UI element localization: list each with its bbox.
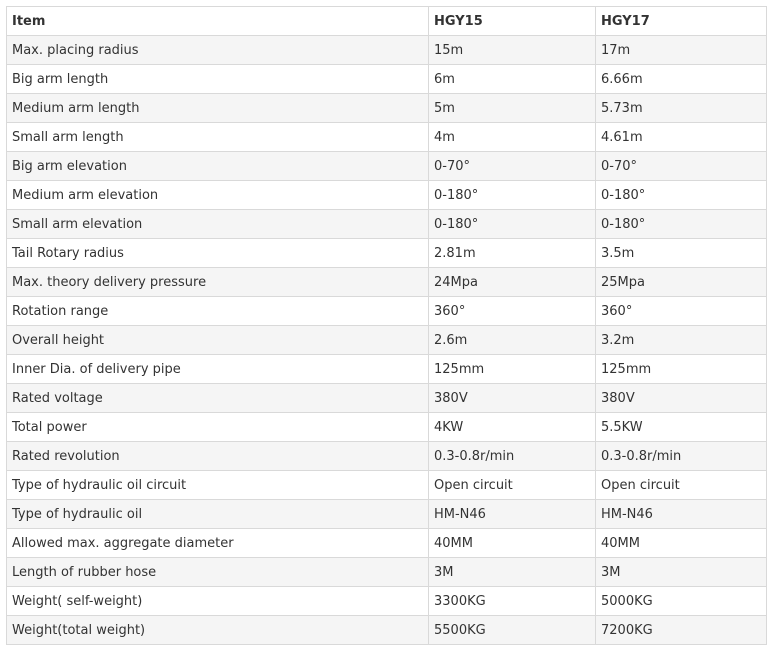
hgy15-cell: 15m <box>429 36 596 65</box>
item-cell: Small arm elevation <box>7 210 429 239</box>
item-cell: Weight(total weight) <box>7 616 429 645</box>
hgy17-cell: 6.66m <box>596 65 767 94</box>
spec-table <box>6 6 767 645</box>
hgy15-cell: 3M <box>429 558 596 587</box>
hgy17-cell: 3.2m <box>596 326 767 355</box>
hgy15-cell: 4KW <box>429 413 596 442</box>
item-cell: Type of hydraulic oil circuit <box>7 471 429 500</box>
item-cell: Small arm length <box>7 123 429 152</box>
table-row <box>7 529 767 558</box>
item-cell: Medium arm length <box>7 94 429 123</box>
hgy15-cell: 0-180° <box>429 210 596 239</box>
item-cell: Big arm length <box>7 65 429 94</box>
hgy15-cell: 6m <box>429 65 596 94</box>
hgy17-cell: 4.61m <box>596 123 767 152</box>
table-row <box>7 239 767 268</box>
item-cell: Medium arm elevation <box>7 181 429 210</box>
table-header <box>7 7 767 36</box>
hgy17-cell: 0.3-0.8r/min <box>596 442 767 471</box>
item-cell: Max. theory delivery pressure <box>7 268 429 297</box>
table-row <box>7 36 767 65</box>
hgy17-cell: 3M <box>596 558 767 587</box>
header-item: Item <box>7 7 429 36</box>
item-cell: Big arm elevation <box>7 152 429 181</box>
item-cell: Rotation range <box>7 297 429 326</box>
hgy17-cell: 0-70° <box>596 152 767 181</box>
item-cell: Total power <box>7 413 429 442</box>
hgy15-cell: 380V <box>429 384 596 413</box>
hgy15-cell: 4m <box>429 123 596 152</box>
hgy17-cell: Open circuit <box>596 471 767 500</box>
hgy15-cell: 0-180° <box>429 181 596 210</box>
hgy15-cell: 40MM <box>429 529 596 558</box>
hgy15-cell: 125mm <box>429 355 596 384</box>
table-row <box>7 210 767 239</box>
hgy15-cell: 24Mpa <box>429 268 596 297</box>
hgy17-cell: 7200KG <box>596 616 767 645</box>
header-hgy17: HGY17 <box>596 7 767 36</box>
table-row <box>7 471 767 500</box>
table-row <box>7 268 767 297</box>
table-row <box>7 152 767 181</box>
hgy15-cell: Open circuit <box>429 471 596 500</box>
table-row <box>7 181 767 210</box>
hgy17-cell: 380V <box>596 384 767 413</box>
item-cell: Weight( self-weight) <box>7 587 429 616</box>
hgy17-cell: 17m <box>596 36 767 65</box>
hgy15-cell: 3300KG <box>429 587 596 616</box>
item-cell: Allowed max. aggregate diameter <box>7 529 429 558</box>
table-row <box>7 413 767 442</box>
table-row <box>7 326 767 355</box>
item-cell: Overall height <box>7 326 429 355</box>
hgy15-cell: 2.81m <box>429 239 596 268</box>
table-row <box>7 297 767 326</box>
hgy17-cell: HM-N46 <box>596 500 767 529</box>
table-row <box>7 442 767 471</box>
hgy17-cell: 0-180° <box>596 210 767 239</box>
table-row <box>7 384 767 413</box>
hgy17-cell: 40MM <box>596 529 767 558</box>
item-cell: Rated revolution <box>7 442 429 471</box>
item-cell: Tail Rotary radius <box>7 239 429 268</box>
header-row <box>7 7 767 36</box>
hgy15-cell: 2.6m <box>429 326 596 355</box>
table-row <box>7 500 767 529</box>
table-body <box>7 36 767 645</box>
item-cell: Rated voltage <box>7 384 429 413</box>
item-cell: Max. placing radius <box>7 36 429 65</box>
table-row <box>7 558 767 587</box>
header-hgy15: HGY15 <box>429 7 596 36</box>
hgy15-cell: 0.3-0.8r/min <box>429 442 596 471</box>
table-row <box>7 355 767 384</box>
hgy17-cell: 125mm <box>596 355 767 384</box>
table-row <box>7 123 767 152</box>
hgy15-cell: HM-N46 <box>429 500 596 529</box>
item-cell: Length of rubber hose <box>7 558 429 587</box>
hgy15-cell: 5m <box>429 94 596 123</box>
hgy17-cell: 5.5KW <box>596 413 767 442</box>
table-row <box>7 65 767 94</box>
item-cell: Type of hydraulic oil <box>7 500 429 529</box>
hgy17-cell: 5000KG <box>596 587 767 616</box>
table-row <box>7 94 767 123</box>
hgy17-cell: 360° <box>596 297 767 326</box>
hgy17-cell: 3.5m <box>596 239 767 268</box>
item-cell: Inner Dia. of delivery pipe <box>7 355 429 384</box>
hgy15-cell: 0-70° <box>429 152 596 181</box>
table-row <box>7 616 767 645</box>
hgy15-cell: 5500KG <box>429 616 596 645</box>
hgy17-cell: 5.73m <box>596 94 767 123</box>
hgy17-cell: 25Mpa <box>596 268 767 297</box>
hgy15-cell: 360° <box>429 297 596 326</box>
hgy17-cell: 0-180° <box>596 181 767 210</box>
table-row <box>7 587 767 616</box>
